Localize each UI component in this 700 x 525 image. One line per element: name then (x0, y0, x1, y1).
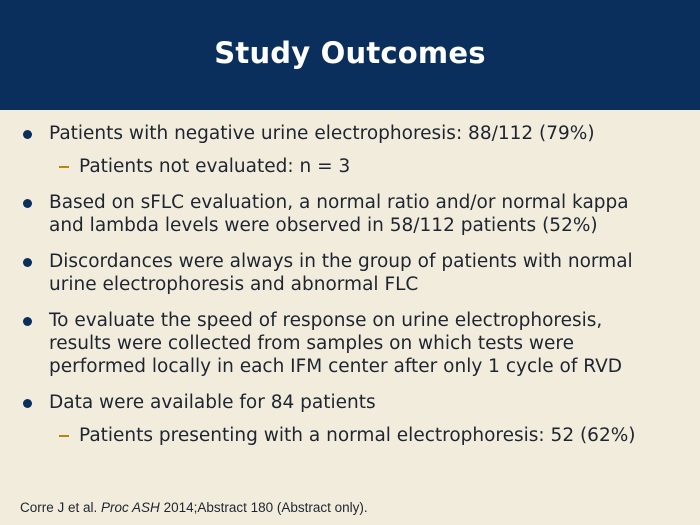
slide-content (0, 122, 700, 460)
title-bar (0, 0, 700, 110)
bullet-dot-icon (23, 199, 32, 208)
bullet-item (0, 191, 700, 237)
slide-title: Study Outcomes (214, 36, 486, 70)
bullet-text-line: performed locally in each IFM center after only 1 cycle of RVD (49, 356, 622, 377)
dash-icon (59, 435, 69, 437)
bullet-text-line: and lambda levels were observed in 58/112 patients (52%) (49, 215, 598, 236)
bullet-text-line: To evaluate the speed of response on urine electrophoresis, (49, 310, 603, 331)
bullet-item (0, 250, 700, 296)
bullet-text-line: Discordances were always in the group of patients with normal (49, 251, 633, 272)
footnote (20, 500, 368, 515)
footnote-authors: Corre J et al. (20, 500, 102, 515)
bullet-text: Data were available for 84 patients (49, 392, 376, 413)
bullet-item (0, 122, 700, 145)
bullet-text-line: urine electrophoresis and abnormal FLC (49, 274, 419, 295)
bullet-dot-icon (23, 130, 32, 139)
bullet-item (0, 391, 700, 414)
bullet-dot-icon (23, 258, 32, 267)
bullet-item (0, 309, 700, 378)
sub-bullet-text: Patients not evaluated: n = 3 (79, 156, 351, 177)
sub-bullet-item (0, 155, 700, 178)
footnote-citation: 2014;Abstract 180 (Abstract only). (159, 500, 368, 515)
dash-icon (59, 166, 69, 168)
bullet-text-line: results were collected from samples on which tests were (49, 333, 574, 354)
bullet-dot-icon (23, 317, 32, 326)
footnote-journal: Proc ASH (101, 500, 160, 515)
bullet-text: Patients with negative urine electrophoresis: 88/112 (79%) (49, 123, 595, 144)
bullet-dot-icon (23, 399, 32, 408)
sub-bullet-text: Patients presenting with a normal electrophoresis: 52 (62%) (79, 425, 636, 446)
bullet-text-line: Based on sFLC evaluation, a normal ratio and/or normal kappa (49, 192, 629, 213)
sub-bullet-item (0, 424, 700, 447)
